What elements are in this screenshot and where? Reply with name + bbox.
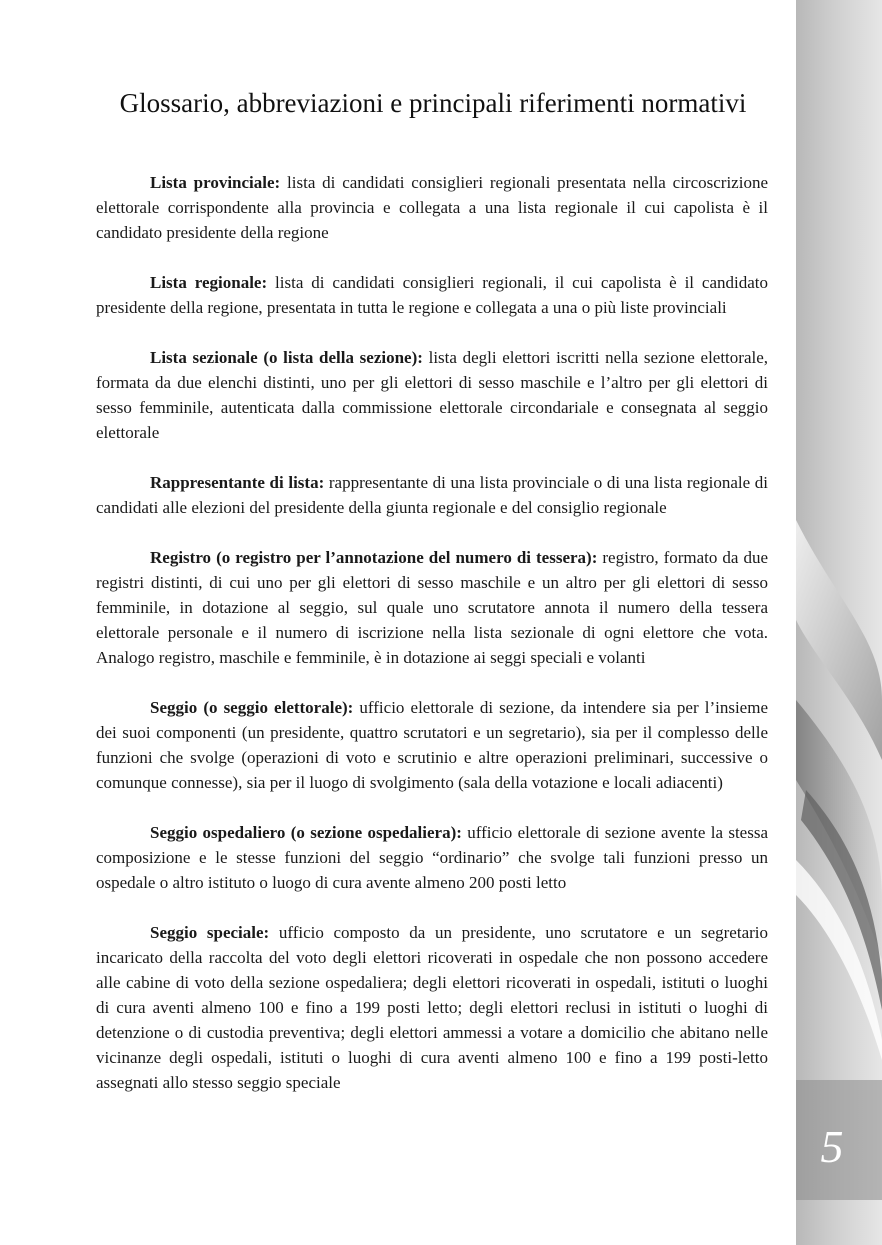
page-number: 5 [820,1121,844,1172]
glossary-definition: lista degli elettori iscritti nella sezione elettorale, formata da due elenchi distinti, uno per gli elettori di sesso maschile e l’altro per gli elettori di sesso femminile, autenticata dalla commissione elettorale circondariale e consegnata al seggio elettorale [96,348,769,442]
glossary-definition: rappresentante di una lista provinciale o di una lista regionale di candidati alle elezioni del presidente della giunta regionale e del consiglio regionale [96,473,768,517]
glossary-entry [96,695,768,795]
glossary-entry [96,920,768,1095]
glossary-term: Lista regionale: [150,273,268,292]
glossary-term: Lista provinciale: [150,173,281,192]
glossary-entry [96,545,768,670]
glossary-definition: lista di candidati consiglieri regionali, il cui capolista è il candidato presidente della regione, presentata in tutta le regione e collegata a una o più liste provinciali [96,273,769,317]
glossary-list [96,170,768,1120]
glossary-entry [96,345,768,445]
decorative-swoosh-graphic [796,0,882,1245]
glossary-entry [96,820,768,895]
glossary-term: Registro (o registro per l’annotazione del numero di tessera): [150,548,598,567]
page-title: Glossario, abbreviazioni e principali riferimenti normativi [119,88,747,118]
glossary-entry [96,470,768,520]
glossary-term: Rappresentante di lista: [150,473,325,492]
glossary-definition: ufficio elettorale di sezione, da intendere sia per l’insieme dei suoi componenti (un presidente, quattro scrutatori e un segretario), sia per il complesso delle funzioni che svolge (operazioni di voto e scrutinio e altre operazioni preliminari, successive o comunque connesse), sia per il luogo di svolgimento (sala della votazione e locali adiacenti) [96,698,768,792]
glossary-definition: registro, formato da due registri distinti, di cui uno per gli elettori di sesso maschile e un altro per gli elettori di sesso femminile, in dotazione al seggio, sul quale uno scrutatore annota il numero della tessera elettorale personale e il numero di iscrizione nella lista sezionale di ogni elettore che vota. Analogo registro, maschile e femminile, è in dotazione ai seggi speciali e volanti [96,548,768,667]
glossary-term: Seggio ospedaliero (o sezione ospedaliera): [150,823,462,842]
glossary-term: Seggio speciale: [150,923,270,942]
glossary-term: Lista sezionale (o lista della sezione): [150,348,423,367]
glossary-definition: ufficio composto da un presidente, uno scrutatore e un segretario incaricato della raccolta del voto degli elettori ricoverati in ospedale che non possono accedere alle cabine di voto della sezione ospedaliera; degli elettori ricoverati in ospedali, istituti o luoghi di cura aventi almeno 100 e fino a 199 posti letto; degli elettori reclusi in istituti o luoghi di detenzione o di custodia preventiva; degli elettori ammessi a votare a domicilio che abitano nelle vicinanze degli ospedali, istituti o luoghi di cura aventi almeno 100 e fino a 199 posti-letto assegnati allo stesso seggio speciale [96,923,769,1092]
glossary-entry [96,170,768,245]
glossary-definition: ufficio elettorale di sezione avente la stessa composizione e le stesse funzioni del seggio “ordinario” che svolge tali funzioni presso un ospedale o altro istituto o luogo di cura avente almeno 200 posti letto [96,823,769,892]
glossary-entry [96,270,768,320]
glossary-definition: lista di candidati consiglieri regionali presentata nella circoscrizione elettorale corrispondente alla provincia e collegata a una lista regionale il cui capolista è il candidato presidente della regione [96,173,768,242]
glossary-term: Seggio (o seggio elettorale): [150,698,354,717]
